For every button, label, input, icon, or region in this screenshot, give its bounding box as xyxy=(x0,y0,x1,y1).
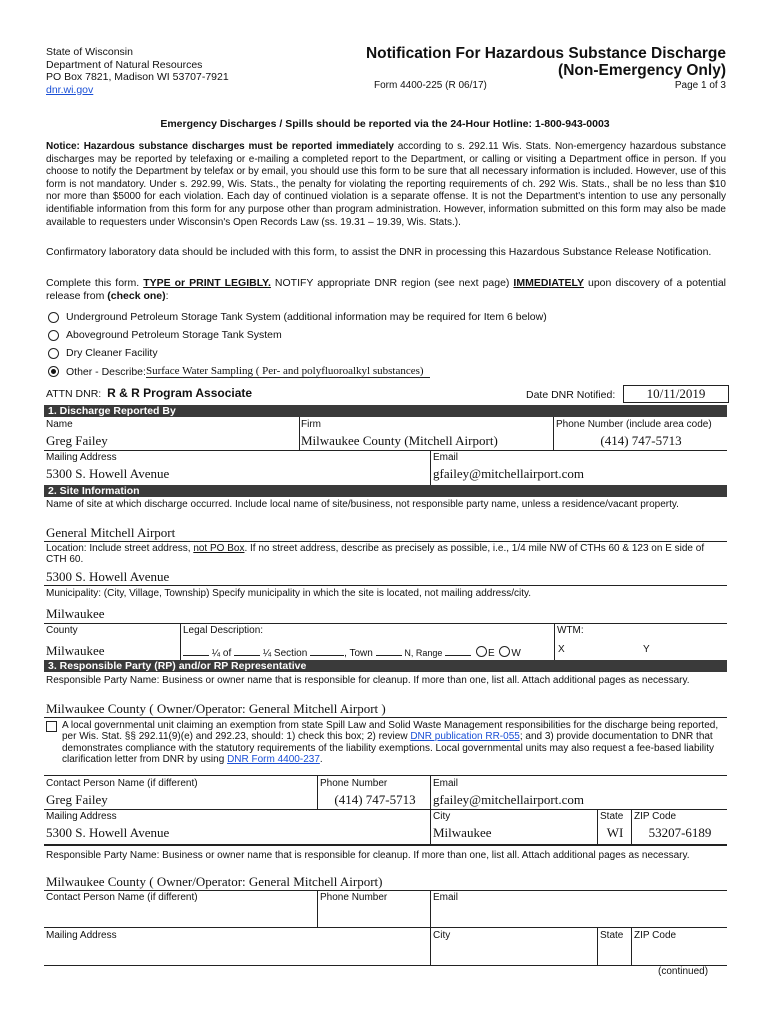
continued-note: (continued) xyxy=(658,966,709,977)
radio-west[interactable] xyxy=(499,646,510,657)
sec3-city-label: City xyxy=(433,811,451,822)
east-label: E xyxy=(487,648,495,659)
form-title-line1: Notification For Hazardous Substance Discharge xyxy=(365,45,726,62)
sec1-email-label: Email xyxy=(433,452,459,463)
legal-description-row xyxy=(183,646,521,659)
sec1-address-field[interactable]: 5300 S. Howell Avenue xyxy=(46,466,170,481)
loc-label-3: . If no street address, describe as precisely as possible, i.e., 1/4 mile NW of CTHs 60 & 123 on E side of CTH 60. xyxy=(46,543,705,565)
west-label: W xyxy=(511,648,521,659)
gov-text-2: ; and 3) provide documentation to DNR that demonstrates compliance with the statutory requirements of the liability exemptions. Local governmental units may also request a fee-based liability clarification letter from DNR by using xyxy=(62,731,714,765)
option-ust-label: Underground Petroleum Storage Tank System (additional information may be required for Item 6 below) xyxy=(66,311,547,323)
form-title-line2: (Non-Emergency Only) xyxy=(558,62,726,79)
range-label: N, Range xyxy=(404,648,443,658)
sec3-zip-field[interactable]: 53207-6189 xyxy=(648,825,712,840)
section-label: ¼ Section xyxy=(262,648,308,659)
complete-p4: IMMEDIATELY xyxy=(513,277,584,289)
complete-p7: : xyxy=(165,289,169,302)
sec3-email2-label: Email xyxy=(433,892,459,903)
sec3-state-label: State xyxy=(600,811,624,822)
sec3-contact2-label: Contact Person Name (if different) xyxy=(46,892,198,903)
town-field[interactable] xyxy=(376,655,402,656)
attn-label: ATTN DNR: xyxy=(46,388,102,400)
sec2-municipality-label: Municipality: (City, Village, Township) Specify municipality in which the site is located, not mailing address/city. xyxy=(46,588,532,599)
gov-text-1: A local governmental unit claiming an exemption from state Spill Law and Solid Waste Management responsibilities for the discharge being reported, per Wis. Stat. §§ 292.11(9)(e) and 292.23, should: 1) check this box; 2) review xyxy=(62,720,719,743)
town-label: , Town xyxy=(344,648,373,659)
sec1-email-field[interactable]: gfailey@mitchellairport.com xyxy=(433,466,584,481)
sec3-phone2-label: Phone Number xyxy=(320,892,388,903)
other-describe-value[interactable]: Surface Water Sampling ( Per- and polyfluoroalkyl substances) xyxy=(146,365,430,378)
gov-text-3: . xyxy=(319,753,323,765)
sec2-site-field[interactable]: General Mitchell Airport xyxy=(46,525,176,540)
option-ust[interactable] xyxy=(48,311,547,323)
sec3-state2-label: State xyxy=(600,930,624,941)
complete-p2: TYPE or PRINT LEGIBLY. xyxy=(143,277,271,289)
attn-value[interactable]: R & R Program Associate xyxy=(107,386,253,400)
sec3-phone-label: Phone Number xyxy=(320,778,388,789)
radio-east[interactable] xyxy=(476,646,487,657)
sec1-phone-label: Phone Number (include area code) xyxy=(556,419,712,430)
sec3-city2-label: City xyxy=(433,930,451,941)
form-number: Form 4400-225 (R 06/17) xyxy=(374,80,487,91)
sec3-address-label: Mailing Address xyxy=(46,811,117,822)
sec2-site-label: Name of site at which discharge occurred. Include local name of site/business, not responsible party name, unless a residence/vacant property. xyxy=(46,499,679,510)
sec2-legal-label: Legal Description: xyxy=(183,625,264,636)
complete-paragraph xyxy=(46,277,726,302)
sec3-rp2-field[interactable]: Milwaukee County ( Owner/Operator: General Mitchell Airport) xyxy=(46,874,383,889)
sec3-rp-field[interactable]: Milwaukee County ( Owner/Operator: General Mitchell Airport ) xyxy=(46,701,386,716)
attn-row xyxy=(46,386,252,400)
radio-ust[interactable] xyxy=(48,312,59,323)
sec2-municipality-field[interactable]: Milwaukee xyxy=(46,606,105,621)
date-notified-field[interactable]: 10/11/2019 xyxy=(623,385,729,403)
sec3-zip-label: ZIP Code xyxy=(634,811,677,822)
notice-bold: Notice: Hazardous substance discharges must be reported immediately xyxy=(46,141,394,152)
option-dry-cleaner[interactable] xyxy=(48,347,158,359)
hotline-notice: Emergency Discharges / Spills should be reported via the 24-Hour Hotline: 1-800-943-0003 xyxy=(160,118,610,130)
dnr-publication-link[interactable]: DNR publication RR-055 xyxy=(410,731,520,743)
option-ast-label: Aboveground Petroleum Storage Tank System xyxy=(66,329,282,341)
loc-label-2: not PO Box xyxy=(193,543,245,554)
option-other-label: Other - Describe: xyxy=(66,365,146,378)
option-dry-cleaner-label: Dry Cleaner Facility xyxy=(66,347,158,359)
sec3-address-field[interactable]: 5300 S. Howell Avenue xyxy=(46,825,170,840)
sec2-location-label xyxy=(46,543,726,565)
radio-ast[interactable] xyxy=(48,330,59,341)
sec3-email-label: Email xyxy=(433,778,459,789)
sec1-name-label: Name xyxy=(46,419,73,430)
section-3-header: 3. Responsible Party (RP) and/or RP Representative xyxy=(44,660,727,672)
wtm-y-label: Y xyxy=(643,644,650,655)
section-1-header: 1. Discharge Reported By xyxy=(44,405,727,417)
sec3-address2-label: Mailing Address xyxy=(46,930,117,941)
wtm-x-label: X xyxy=(558,644,565,655)
sec3-rp-label: Responsible Party Name: Business or owner name that is responsible for cleanup. If more than one, list all. Attach additional pages as necessary. xyxy=(46,675,690,686)
complete-p5: upon discovery of a potential release from xyxy=(46,277,726,302)
sec3-city-field[interactable]: Milwaukee xyxy=(433,825,492,840)
sec3-contact-field[interactable]: Greg Failey xyxy=(46,792,108,807)
sec1-firm-label: Firm xyxy=(301,419,321,430)
sec3-rp2-label: Responsible Party Name: Business or owner name that is responsible for cleanup. If more than one, list all. Attach additional pages as necessary. xyxy=(46,850,690,861)
sec3-zip2-label: ZIP Code xyxy=(634,930,677,941)
agency-state: State of Wisconsin xyxy=(46,46,133,58)
quarter-field[interactable] xyxy=(234,655,260,656)
radio-dry-cleaner[interactable] xyxy=(48,348,59,359)
sec3-phone-field[interactable]: (414) 747-5713 xyxy=(334,792,416,807)
gov-exemption-checkbox[interactable] xyxy=(46,721,57,732)
quarter-quarter-field[interactable] xyxy=(183,655,209,656)
complete-p3: NOTIFY appropriate DNR region (see next page) xyxy=(270,277,514,289)
loc-label-1: Location: Include street address, xyxy=(46,543,194,554)
form-title xyxy=(366,45,726,79)
sec2-county-field[interactable]: Milwaukee xyxy=(46,643,105,658)
date-notified-label: Date DNR Notified: xyxy=(526,389,616,401)
sec1-firm-field[interactable]: Milwaukee County (Mitchell Airport) xyxy=(301,433,498,448)
section-field[interactable] xyxy=(310,655,344,656)
option-other[interactable] xyxy=(48,365,430,378)
confirm-paragraph: Confirmatory laboratory data should be included with this form, to assist the DNR in processing this Hazardous Substance Release Notification. xyxy=(46,246,712,258)
range-field[interactable] xyxy=(445,655,471,656)
sec1-name-field[interactable]: Greg Failey xyxy=(46,433,108,448)
sec1-address-label: Mailing Address xyxy=(46,452,117,463)
agency-address: PO Box 7821, Madison WI 53707-7921 xyxy=(46,71,229,83)
sec2-county-label: County xyxy=(46,625,78,636)
complete-p6: (check one) xyxy=(107,289,166,302)
sec2-location-field[interactable]: 5300 S. Howell Avenue xyxy=(46,569,170,584)
sec3-contact-label: Contact Person Name (if different) xyxy=(46,778,198,789)
sec2-wtm-label: WTM: xyxy=(557,625,584,636)
complete-p1: Complete this form. xyxy=(46,277,144,289)
radio-other[interactable] xyxy=(48,366,59,377)
notice-paragraph xyxy=(46,141,726,229)
sec3-email-field[interactable]: gfailey@mitchellairport.com xyxy=(433,792,584,807)
section-2-header: 2. Site Information xyxy=(44,485,727,497)
sec1-phone-field[interactable]: (414) 747-5713 xyxy=(600,433,682,448)
agency-block xyxy=(46,46,229,96)
gov-exemption-text xyxy=(62,720,726,765)
sec3-state-field[interactable]: WI xyxy=(606,825,624,840)
agency-dept: Department of Natural Resources xyxy=(46,58,203,71)
gov-exemption-checkbox-wrap xyxy=(46,721,57,735)
agency-link[interactable]: dnr.wi.gov xyxy=(46,83,94,96)
page-number: Page 1 of 3 xyxy=(674,80,726,91)
quarter1-label: ¼ of xyxy=(211,648,232,659)
dnr-form-link[interactable]: DNR Form 4400-237 xyxy=(227,753,320,765)
notice-text: according to s. 292.11 Wis. Stats. Non-emergency hazardous substance discharges may be reported by telefaxing or e-mailing a completed report to the Department, or calling or visiting a Department office in person. If you choose to notify the Department by telefax or by email, you should use this form to be sure that all necessary information is included. However, use of this form is not mandatory. Under s. 292.99, Wis. Stats., the penalty for violating the reporting requirements of ch. 292 Wis. Stats., shall be no less than $10 nor more than $5000 for each violation. Each day of continued violation is a separate offense. It is not the Department's intention to use any personally identifiable information from this form for any purpose other than program administration. However, information submitted on this form may also be made available to requesters under Wisconsin's Open Records Law (ss. 19.31 – 19.39, Wis. Stats.). xyxy=(46,141,727,228)
option-ast[interactable] xyxy=(48,329,282,341)
